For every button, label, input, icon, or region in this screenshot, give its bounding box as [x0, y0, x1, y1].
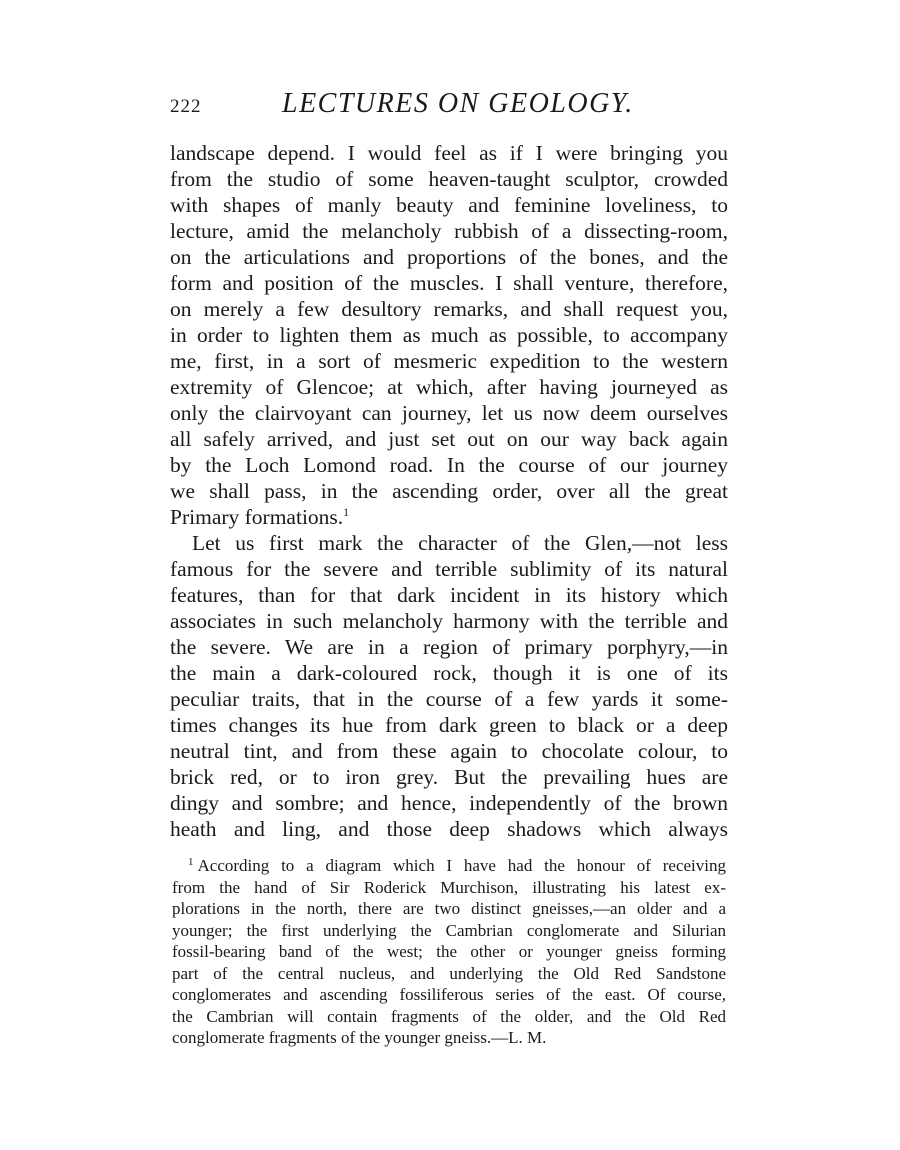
running-title: LECTURES ON GEOLOGY.	[282, 88, 634, 119]
footnote-text: According to a diagram which I have had the honour of receiving	[197, 856, 726, 875]
running-head	[170, 88, 730, 128]
text-line: the severe. We are in a region of primary porphyry,—in	[170, 635, 728, 659]
text-line: the main a dark-coloured rock, though it is one of its	[170, 661, 728, 685]
footnote-marker: 1	[188, 856, 194, 868]
text-line: only the clairvoyant can journey, let us now deem ourselves	[170, 401, 728, 425]
text-line: on merely a few desultory remarks, and shall request you,	[170, 297, 728, 321]
text-line: with shapes of manly beauty and feminine loveliness, to	[170, 193, 728, 217]
text-line: famous for the severe and terrible sublimity of its natural	[170, 557, 728, 581]
text-line: brick red, or to iron grey. But the prevailing hues are	[170, 765, 728, 789]
footnote-reference[interactable]: 1	[343, 505, 350, 519]
text-line: me, first, in a sort of mesmeric expedition to the western	[170, 349, 728, 373]
text-line: in order to lighten them as much as possible, to accompany	[170, 323, 728, 347]
text-line: features, than for that dark incident in its history which	[170, 583, 728, 607]
text-line: dingy and sombre; and hence, independently of the brown	[170, 791, 728, 815]
footnote-line: part of the central nucleus, and underlying the Old Red Sandstone	[172, 963, 726, 983]
text-line: we shall pass, in the ascending order, over all the great	[170, 479, 728, 503]
footnote-line	[172, 855, 726, 877]
text-line: lecture, amid the melancholy rubbish of a dissecting-room,	[170, 219, 728, 243]
text-line: heath and ling, and those deep shadows which always	[170, 817, 728, 841]
text-line: neutral tint, and from these again to chocolate colour, to	[170, 739, 728, 763]
footnote-line: conglomerate fragments of the younger gneiss.—L. M.	[172, 1028, 547, 1047]
text-line: peculiar traits, that in the course of a few yards it some-	[170, 687, 728, 711]
text-line	[170, 504, 728, 530]
text-line: landscape depend. I would feel as if I were bringing you	[170, 141, 728, 165]
footnote-line: conglomerates and ascending fossiliferous series of the east. Of course,	[172, 985, 726, 1004]
paragraph-2	[170, 530, 728, 842]
text-line: extremity of Glencoe; at which, after having journeyed as	[170, 375, 728, 399]
page-number: 222	[170, 96, 202, 117]
text-line: form and position of the muscles. I shall venture, therefore,	[170, 271, 728, 295]
text-line: times changes its hue from dark green to black or a deep	[170, 713, 728, 737]
text-line: from the studio of some heaven-taught sculptor, crowded	[170, 167, 728, 191]
footnote-line: the Cambrian will contain fragments of the older, and the Old Red	[172, 1006, 726, 1026]
text-line: Let us first mark the character of the Glen,—not less	[192, 531, 728, 555]
text-line: all safely arrived, and just set out on our way back again	[170, 427, 728, 451]
text-line: by the Loch Lomond road. In the course of our journey	[170, 453, 728, 477]
footnote-line: fossil-bearing band of the west; the other or younger gneiss forming	[172, 942, 726, 961]
footnote	[172, 855, 726, 1049]
footnote-line: from the hand of Sir Roderick Murchison, illustrating his latest ex-	[172, 877, 726, 897]
paragraph-1	[170, 140, 728, 530]
text-fragment: Primary formations.	[170, 505, 344, 529]
footnote-line: plorations in the north, there are two distinct gneisses,—an older and a	[172, 899, 726, 918]
text-line: associates in such melancholy harmony with the terrible and	[170, 609, 728, 633]
footnote-line: younger; the first underlying the Cambrian conglomerate and Silurian	[172, 920, 726, 940]
main-text	[170, 140, 728, 842]
text-line: on the articulations and proportions of the bones, and the	[170, 245, 728, 269]
